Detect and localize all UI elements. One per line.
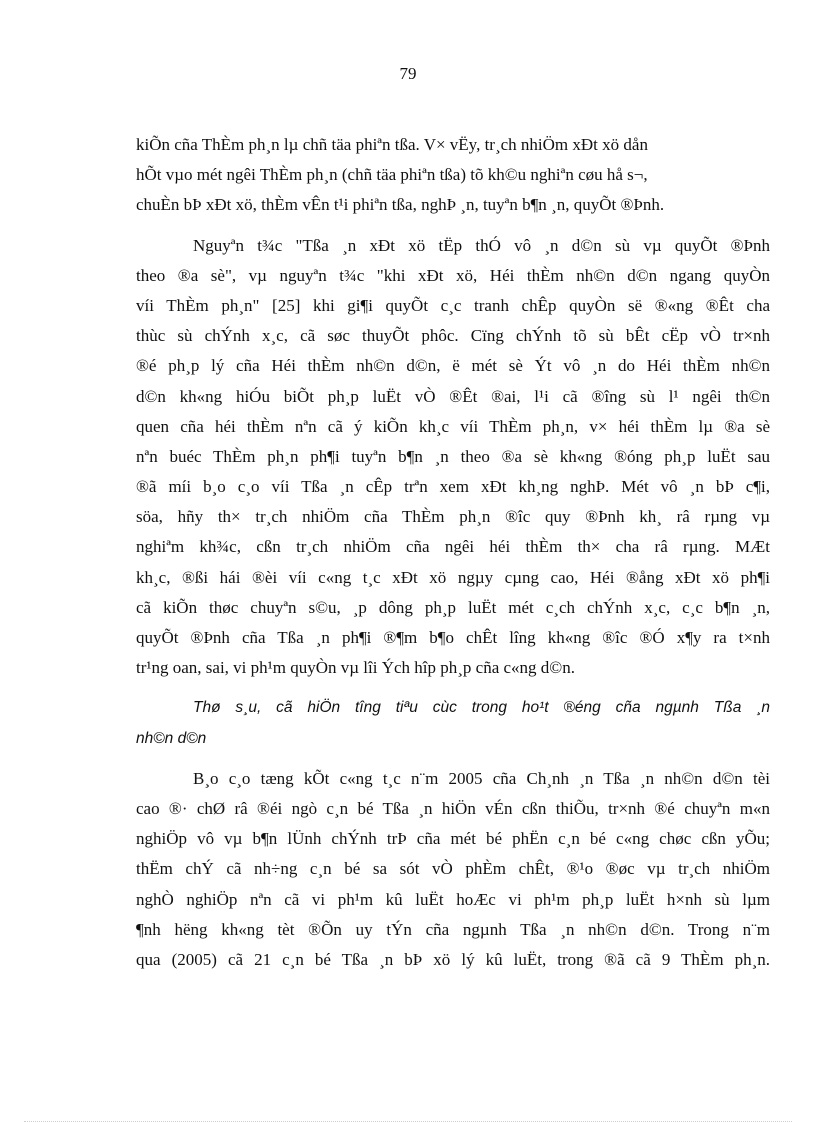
text-line: chuÈn bÞ xÐt xö, thÈm vÊn t¹i phiªn tßa, nghÞ ¸n, tuyªn b¶n ¸n, quyÕt ®Þnh. — [136, 195, 665, 215]
text-line: hÕt vµo mét ngêi ThÈm ph¸n (chñ täa phiªn tßa) tõ kh©u nghiªn cøu hå s¬, — [136, 165, 648, 185]
text-line: theo ®a sè", vµ nguyªn t¾c "khi xÐt xö, Héi thÈm nh©n d©n ngang quyÒn — [136, 265, 770, 285]
text-line: qua (2005) cã 21 c¸n bé Tßa ¸n bÞ xö lý kû luËt, trong ®ã cã 9 ThÈm ph¸n. — [136, 949, 770, 969]
text-line: kiÕn cña ThÈm ph¸n lµ chñ täa phiªn tßa. V× vËy, tr¸ch nhiÖm xÐt xö dån — [136, 135, 648, 154]
paragraph-gap — [136, 221, 770, 231]
text-line: thùc sù chÝnh x¸c, cã søc thuyÕt phôc. Cïng chÝnh tõ sù bÊt cËp vÒ tr×nh — [136, 326, 770, 346]
page-bottom-rule — [24, 1121, 792, 1122]
text-line: Nguyªn t¾c "Tßa ¸n xÐt xö tËp thÓ vô ¸n d©n sù vµ quyÕt ®Þnh — [193, 235, 770, 255]
paragraph-gap — [136, 754, 770, 764]
text-line: B¸o c¸o tæng kÕt c«ng t¸c n¨m 2005 cña Ch¸nh ¸n Tßa ¸n nh©n d©n tèi — [193, 768, 770, 788]
text-line: thËm chÝ cã nh÷ng c¸n bé sa sót vÒ phÈm chÊt, ®¹o ®øc vµ tr¸ch nhiÖm — [136, 859, 770, 879]
text-line: nghiªm kh¾c, cßn tr¸ch nhiÖm cña ngêi héi thÈm th× cha râ rµng. MÆt — [136, 537, 770, 557]
text-line: quen cña héi thÈm nªn cã ý kiÕn kh¸c víi ThÈm ph¸n, v× héi thÈm lµ ®a sè — [136, 416, 770, 436]
heading-line: Thø s¸u, cã hiÖn tîng tiªu cùc trong ho¹t ®éng cña ngµnh Tßa ¸n — [193, 699, 770, 717]
text-line: nghiÖp vô vµ b¶n lÜnh chÝnh trÞ cña mét bé phËn c¸n bé c«ng chøc cßn yÕu; — [136, 829, 770, 849]
text-line: tr¹ng oan, sai, vi ph¹m quyÒn vµ lîi Ých hîp ph¸p cña c«ng d©n. — [136, 658, 575, 678]
page-number: 79 — [399, 64, 417, 83]
text-line: nghÒ nghiÖp nªn cã vi ph¹m kû luËt hoÆc vi ph¹m ph¸p luËt h×nh sù lµm — [136, 889, 770, 909]
text-line: kh¸c, ®ßi hái ®èi víi c«ng t¸c xÐt xö ngµy cµng cao, Héi ®ång xÐt xö ph¶i — [136, 567, 770, 587]
text-line: ®ã míi b¸o c¸o víi Tßa ¸n cÊp trªn xem xÐt kh¸ng nghÞ. Mét vô ¸n bÞ c¶i, — [136, 477, 770, 497]
paragraph-3 — [136, 764, 770, 975]
document-body — [136, 130, 770, 975]
heading-line: nh©n d©n — [136, 729, 207, 747]
text-line: cã kiÕn thøc chuyªn s©u, ¸p dông ph¸p luËt mét c¸ch chÝnh x¸c, c¸c b¶n ¸n, — [136, 597, 770, 617]
text-line: cao ®· chØ râ ®éi ngò c¸n bé Tßa ¸n hiÖn vÉn cßn thiÕu, tr×nh ®é chuyªn m«n — [136, 798, 770, 818]
text-line: ¶nh hëng kh«ng tèt ®Õn uy tÝn cña ngµnh Tßa ¸n nh©n d©n. Trong n¨m — [136, 919, 770, 939]
text-line: ®é ph¸p lý cña Héi thÈm nh©n d©n, ë mét sè Ýt vô ¸n do Héi thÈm nh©n — [136, 356, 770, 376]
text-line: quyÕt ®Þnh cña Tßa ¸n ph¶i ®¶m b¶o chÊt lîng kh«ng ®îc ®Ó x¶y ra t×nh — [136, 628, 770, 647]
paragraph-gap — [136, 683, 770, 693]
section-heading — [136, 693, 770, 753]
text-line: nªn buéc ThÈm ph¸n ph¶i tuyªn b¶n ¸n theo ®a sè kh«ng ®óng ph¸p luËt sau — [136, 446, 770, 466]
text-line: d©n kh«ng hiÓu biÕt ph¸p luËt vÒ ®Êt ®ai, l¹i cã ®îng sù l¹ ngêi th©n — [136, 386, 770, 406]
paragraph-2 — [136, 231, 770, 684]
text-line: víi ThÈm ph¸n" [25] khi gi¶i quyÕt c¸c tranh chÊp quyÒn së ®«ng ®Êt cha — [136, 295, 770, 315]
text-line: söa, hñy th× tr¸ch nhiÖm cña ThÈm ph¸n ®îc quy ®Þnh kh¸ râ rµng vµ — [136, 507, 770, 527]
paragraph-1 — [136, 130, 770, 221]
